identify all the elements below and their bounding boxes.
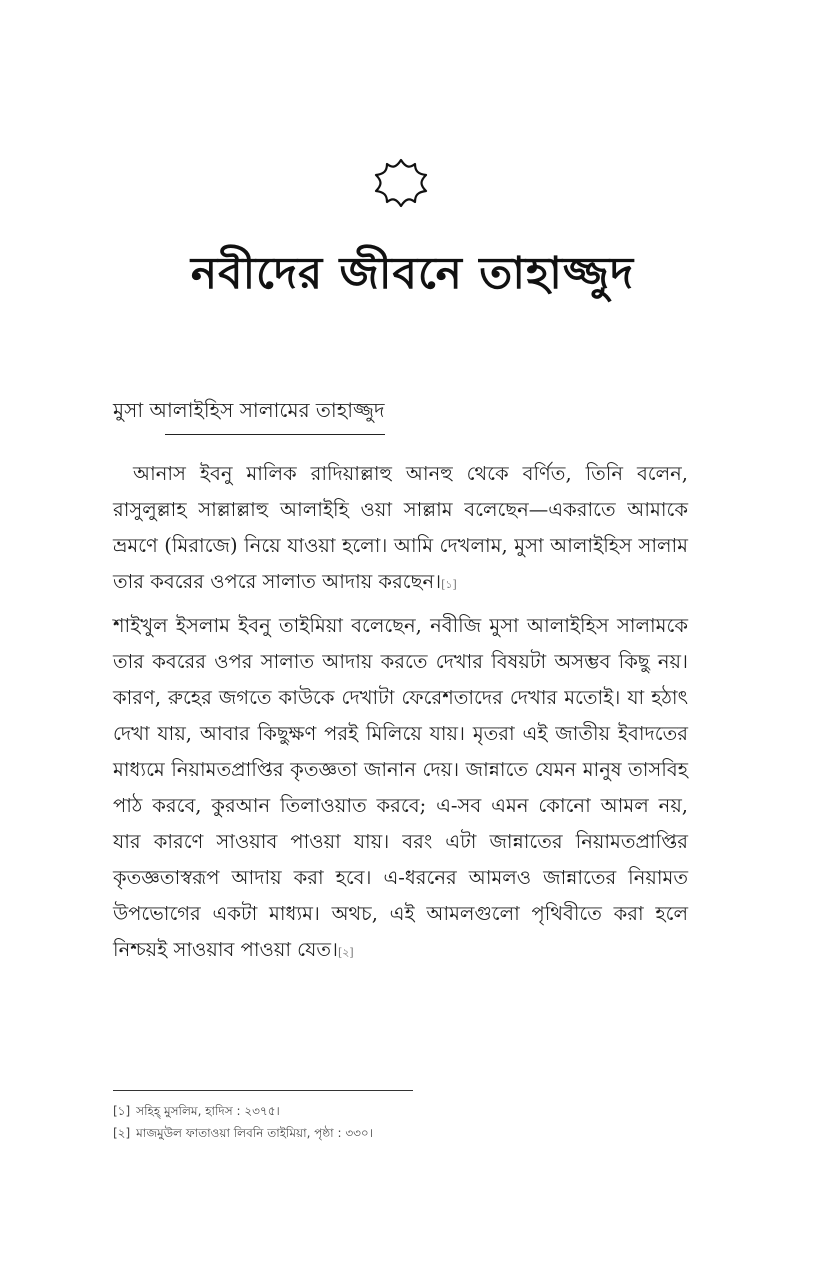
section-heading-text: মুসা আলাইহিস সালামের তাহাজ্জুদ: [113, 398, 385, 422]
flower-ornament-icon: [370, 152, 432, 214]
heading-underline: [165, 434, 385, 435]
footnote-number: [২]: [113, 1126, 131, 1140]
footnote-text: মাজমুউল ফাতাওয়া লিবনি তাইমিয়া, পৃষ্ঠা : ৩৩০।: [136, 1126, 374, 1140]
footnote-text: সহিহ্ মুসলিম, হাদিস : ২৩৭৫।: [136, 1104, 280, 1118]
footnote-ref-1[interactable]: [১]: [441, 578, 457, 591]
section-heading: [113, 396, 385, 429]
footnote-divider: [113, 1090, 413, 1091]
footnote-item: [113, 1100, 373, 1122]
paragraph-1-text: আনাস ইবনু মালিক রাদিয়াল্লাহু আনহু থেকে বর্ণিত, তিনি বলেন, রাসুলুল্লাহ সাল্লাল্লাহু আলাইহি ওয়া সাল্লাম বলেছেন—একরাতে আমাকে ভ্রমণে (মিরাজে) নিয়ে যাওয়া হলো। আমি দেখলাম, মুসা আলাইহিস সালাম তার কবরের ওপরে সালাত আদায় করছেন।: [113, 462, 688, 593]
footnote-number: [১]: [113, 1104, 131, 1118]
footnotes: [113, 1100, 373, 1144]
footnote-item: [113, 1122, 373, 1144]
paragraph-2: [113, 608, 688, 971]
paragraph-1: [113, 456, 688, 603]
paragraph-2-text: শাইখুল ইসলাম ইবনু তাইমিয়া বলেছেন, নবীজি মুসা আলাইহিস সালামকে তার কবরের ওপর সালাত আদায় করতে দেখার বিষয়টা অসম্ভব কিছু নয়। কারণ, রুহের জগতে কাউকে দেখাটা ফেরেশতাদের দেখার মতোই। যা হঠাৎ দেখা যায়, আবার কিছুক্ষণ পরই মিলিয়ে যায়। মৃতরা এই জাতীয় ইবাদতের মাধ্যমে নিয়ামতপ্রাপ্তির কৃতজ্ঞতা জানান দেয়। জান্নাতে যেমন মানুষ তাসবিহ পাঠ করবে, কুরআন তিলাওয়াত করবে; এ-সব এমন কোনো আমল নয়, যার কারণে সাওয়াব পাওয়া যায়। বরং এটা জান্নাতের নিয়ামতপ্রাপ্তির কৃতজ্ঞতাস্বরূপ আদায় করা হবে। এ-ধরনের আমলও জান্নাতের নিয়ামত উপভোগের একটা মাধ্যম। অথচ, এই আমলগুলো পৃথিবীতে করা হলে নিশ্চয়ই সাওয়াব পাওয়া যেত।: [113, 614, 688, 961]
footnote-ref-2[interactable]: [২]: [337, 946, 354, 959]
chapter-title: নবীদের জীবনে তাহাজ্জুদ: [190, 248, 635, 299]
